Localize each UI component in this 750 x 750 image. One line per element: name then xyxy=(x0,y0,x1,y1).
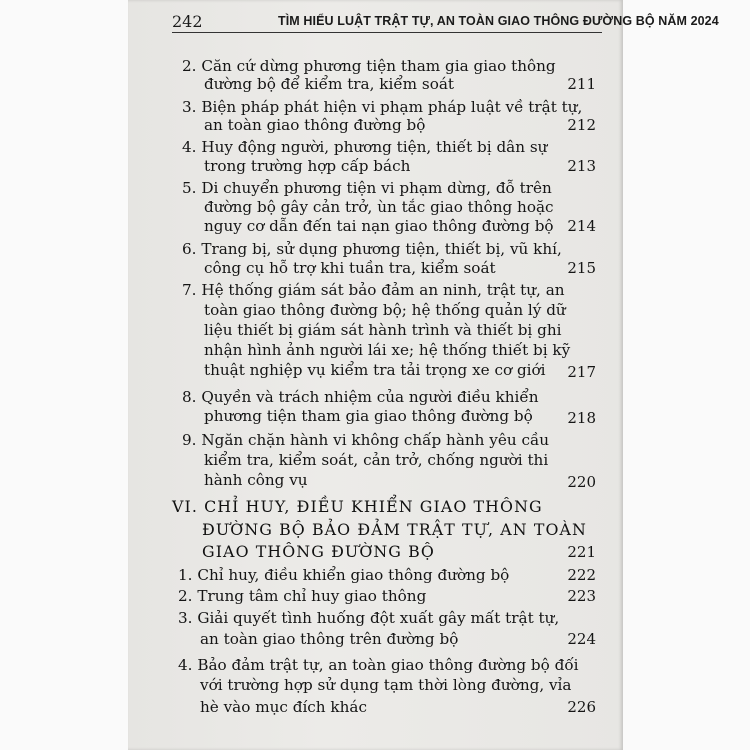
toc-page-number: 223 xyxy=(567,587,596,605)
toc-page-number: 215 xyxy=(567,259,596,277)
toc-entry-line: nguy cơ dẫn đến tai nạn giao thông đường bộ xyxy=(204,217,554,235)
toc-entry-line: 1. Chỉ huy, điều khiển giao thông đường bộ xyxy=(178,566,510,584)
toc-entry-line: 7. Hệ thống giám sát bảo đảm an ninh, trật tự, an xyxy=(182,281,565,299)
toc-entry-line: 2. Trung tâm chỉ huy giao thông xyxy=(178,587,427,605)
toc-entry-line: phương tiện tham gia giao thông đường bộ xyxy=(204,407,533,425)
toc-entry-line: 9. Ngăn chặn hành vi không chấp hành yêu cầu xyxy=(182,431,550,449)
section-heading-line: ĐƯỜNG BỘ BẢO ĐẢM TRẬT TỰ, AN TOÀN xyxy=(202,520,587,539)
toc-page-number: 212 xyxy=(567,116,596,134)
section-heading-line: VI. CHỈ HUY, ĐIỀU KHIỂN GIAO THÔNG xyxy=(172,497,543,516)
toc-page-number: 220 xyxy=(567,473,596,491)
toc-entry-line: hành công vụ xyxy=(204,471,308,489)
toc-entry-line: 3. Biện pháp phát hiện vi phạm pháp luật về trật tự, xyxy=(182,98,583,116)
toc-entry-line: đường bộ gây cản trở, ùn tắc giao thông hoặc xyxy=(204,198,554,216)
header-rule xyxy=(172,32,602,33)
toc-entry-line: toàn giao thông đường bộ; hệ thống quản lý dữ xyxy=(204,301,566,319)
toc-entry-line: công cụ hỗ trợ khi tuần tra, kiểm soát xyxy=(204,259,496,277)
section-heading-line: GIAO THÔNG ĐƯỜNG BỘ xyxy=(202,542,435,561)
toc-page-number: 222 xyxy=(567,566,596,584)
toc-page-number: 211 xyxy=(567,75,596,93)
toc-entry-line: đường bộ để kiểm tra, kiểm soát xyxy=(204,75,455,93)
toc-page-number: 217 xyxy=(567,363,596,381)
toc-entry-line: 8. Quyền và trách nhiệm của người điều khiển xyxy=(182,388,539,406)
page-header xyxy=(128,6,719,31)
toc-entry-line: 4. Bảo đảm trật tự, an toàn giao thông đường bộ đối xyxy=(178,656,579,674)
toc-page-number: 224 xyxy=(567,630,596,648)
running-title: TÌM HIỂU LUẬT TRẬT TỰ, AN TOÀN GIAO THÔNG ĐƯỜNG BỘ NĂM 2024 xyxy=(278,14,719,28)
toc-page-number: 226 xyxy=(567,698,596,716)
toc-entry-line: 6. Trang bị, sử dụng phương tiện, thiết bị, vũ khí, xyxy=(182,240,562,258)
toc-entry-line: an toàn giao thông đường bộ xyxy=(204,116,426,134)
book-page xyxy=(128,0,719,750)
toc-entry-line: an toàn giao thông trên đường bộ xyxy=(200,630,459,648)
toc-entry-line: 2. Căn cứ dừng phương tiện tham gia giao thông xyxy=(182,57,556,75)
toc-entry-line: 4. Huy động người, phương tiện, thiết bị dân sự xyxy=(182,138,548,156)
toc-entry-line: nhận hình ảnh người lái xe; hệ thống thiết bị kỹ xyxy=(204,341,571,359)
toc-page-number: 213 xyxy=(567,157,596,175)
toc-entry-line: kiểm tra, kiểm soát, cản trở, chống người thi xyxy=(204,451,549,469)
toc-page-number: 214 xyxy=(567,217,596,235)
toc-entry-line: 3. Giải quyết tình huống đột xuất gây mất trật tự, xyxy=(178,609,560,627)
toc-entry-line: trong trường hợp cấp bách xyxy=(204,157,411,175)
toc-entry-line: thuật nghiệp vụ kiểm tra tải trọng xe cơ giới xyxy=(204,361,546,379)
page-number: 242 xyxy=(172,12,203,31)
toc-page-number: 221 xyxy=(567,543,596,561)
toc-entry-line: hè vào mục đích khác xyxy=(200,698,367,716)
toc-entry-line: với trường hợp sử dụng tạm thời lòng đường, vỉa xyxy=(200,676,572,694)
toc-entry-line: 5. Di chuyển phương tiện vi phạm dừng, đỗ trên xyxy=(182,179,552,197)
toc-entry-line: liệu thiết bị giám sát hành trình và thiết bị ghi xyxy=(204,321,562,339)
toc-page-number: 218 xyxy=(567,409,596,427)
